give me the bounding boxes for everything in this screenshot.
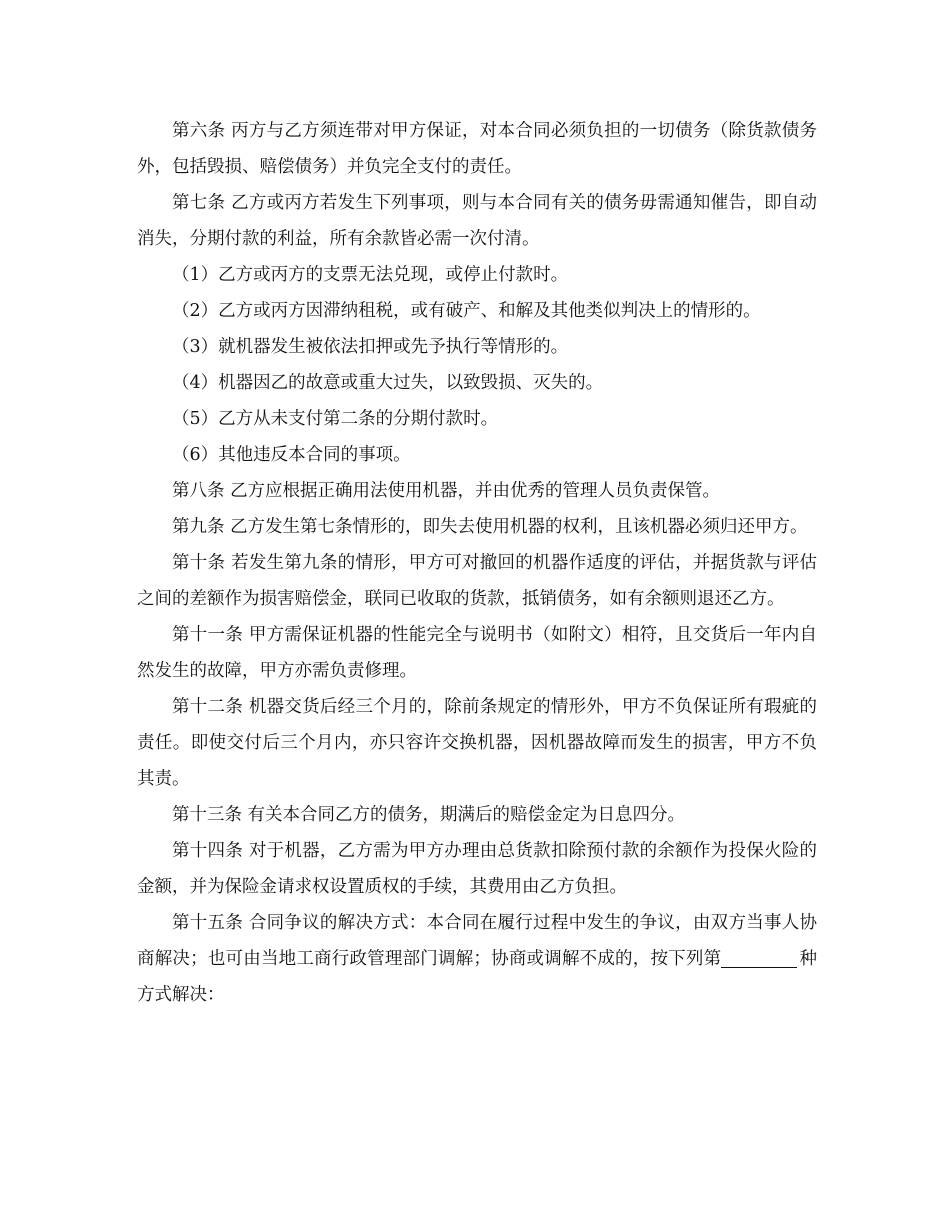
article-7-item-1: （1）乙方或丙方的支票无法兑现，或停止付款时。: [172, 265, 569, 285]
article-7-item-2: （2）乙方或丙方因滞纳租税，或有破产、和解及其他类似判决上的情形的。: [172, 301, 761, 321]
article-13: 第十三条 有关本合同乙方的债务，期满后的赔偿金定为日息四分。: [172, 805, 686, 825]
article-9: 第九条 乙方发生第七条情形的，即失去使用机器的权利，且该机器必须归还甲方。: [172, 517, 808, 537]
article-11: 第十一条 甲方需保证机器的性能完全与说明书（如附文）相符，且交货后一年内自然发生的故障，甲方亦需负责修理。: [137, 625, 817, 681]
article-15-text: 第十五条 合同争议的解决方式：本合同在履行过程中发生的争议，由双方当事人协商解决；也可由当地工商行政管理部门调解；协商或调解不成的，按下列第: [137, 913, 817, 969]
article-7-item-3: （3）就机器发生被依法扣押或先予执行等情形的。: [172, 337, 569, 357]
article-7: 第七条 乙方或丙方若发生下列事项，则与本合同有关的债务毋需通知催告，即自动消失，分期付款的利益，所有余款皆必需一次付清。: [137, 193, 817, 249]
article-7-item-4: （4）机器因乙的故意或重大过失，以致毁损、灭失的。: [172, 373, 604, 393]
article-10: 第十条 若发生第九条的情形，甲方可对撤回的机器作适度的评估，并据货款与评估之间的差额作为损害赔偿金，联同已收取的货款，抵销债务，如有余额则退还乙方。: [137, 553, 817, 609]
article-6: 第六条 丙方与乙方须连带对甲方保证，对本合同必须负担的一切债务（除货款债务外，包括毁损、赔偿债务）并负完全支付的责任。: [137, 121, 817, 177]
article-14: 第十四条 对于机器，乙方需为甲方办理由总货款扣除预付款的余额作为投保火险的金额，并为保险金请求权设置质权的手续，其费用由乙方负担。: [137, 841, 817, 897]
fill-in-blank[interactable]: [721, 945, 797, 968]
article-7-item-6: （6）其他违反本合同的事项。: [172, 445, 411, 465]
document-body: [137, 113, 817, 1013]
article-15-suffix: 种方式解决：: [137, 949, 818, 1005]
article-7-item-5: （5）乙方从未支付第二条的分期付款时。: [172, 409, 499, 429]
article-12: 第十二条 机器交货后经三个月的，除前条规定的情形外，甲方不负保证所有瑕疵的责任。即使交付后三个月内，亦只容许交换机器，因机器故障而发生的损害，甲方不负其责。: [137, 697, 817, 789]
article-15: [137, 905, 817, 1013]
article-8: 第八条 乙方应根据正确用法使用机器，并由优秀的管理人员负责保管。: [172, 481, 721, 501]
